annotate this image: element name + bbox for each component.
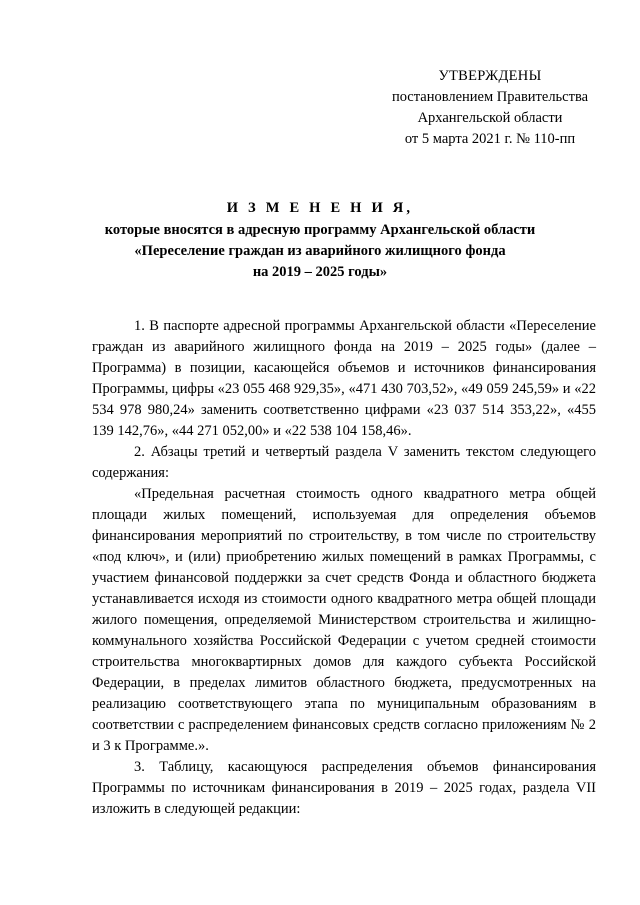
approval-line-1: постановлением Правительства bbox=[391, 89, 589, 105]
paragraph-1: 1. В паспорте адресной программы Архангельской области «Переселение граждан из аварийного жилищного фонда на 2019 – 2025 годы» (далее – Программа) в позиции, касающейся объемов и источников финансирования Программы, цифры «23 055 468 929,35», «471 430 703,52», «49 059 245,59» и «22 534 978 980,24» заменить соответственно цифрами «23 037 514 353,22», «455 139 142,76», «44 271 052,00» и «22 538 104 158,46». bbox=[92, 318, 596, 439]
approval-heading: УТВЕРЖДЕНЫ bbox=[438, 68, 542, 84]
paragraph-quote: «Предельная расчетная стоимость одного квадратного метра общей площади жилых помещений, используемая для определения объемов финансирования мероприятий по строительству, в том числе по строительству «под ключ», и (или) приобретению жилых помещений в рамках Программы, с участием финансовой поддержки за счет средств Фонда и областного бюджета устанавливается исходя из стоимости одного квадратного метра общей площади жилого помещения, определяемой Министерством строительства и жилищно-коммунального хозяйства Российской Федерации с учетом средней стоимости строительства многоквартирных домов для каждого субъекта Российской Федерации, в пределах лимитов областного бюджета, предусмотренных на реализацию соответствующего этапа по муниципальным образованиям в соответствии с распределением финансовых средств согласно приложениям № 2 и 3 к Программе.». bbox=[92, 486, 596, 754]
approval-stamp bbox=[370, 66, 610, 150]
approval-line-2: Архангельской области bbox=[417, 110, 563, 126]
paragraph-3: 3. Таблицу, касающуюся распределения объемов финансирования Программы по источникам финансирования в 2019 – 2025 годах, раздела VII изложить в следующей редакции: bbox=[92, 759, 596, 817]
paragraph-2: 2. Абзацы третий и четвертый раздела V заменить текстом следующего содержания: bbox=[92, 444, 596, 481]
approval-line-3: от 5 марта 2021 г. № 110-пп bbox=[404, 131, 576, 147]
title-heading: И З М Е Н Е Н И Я, bbox=[226, 200, 414, 216]
title-line-3: на 2019 – 2025 годы» bbox=[252, 264, 388, 280]
document-title bbox=[0, 198, 640, 283]
title-line-2: «Переселение граждан из аварийного жилищного фонда bbox=[134, 243, 506, 259]
title-line-1: которые вносятся в адресную программу Архангельской области bbox=[104, 222, 536, 238]
document-body bbox=[92, 316, 596, 820]
